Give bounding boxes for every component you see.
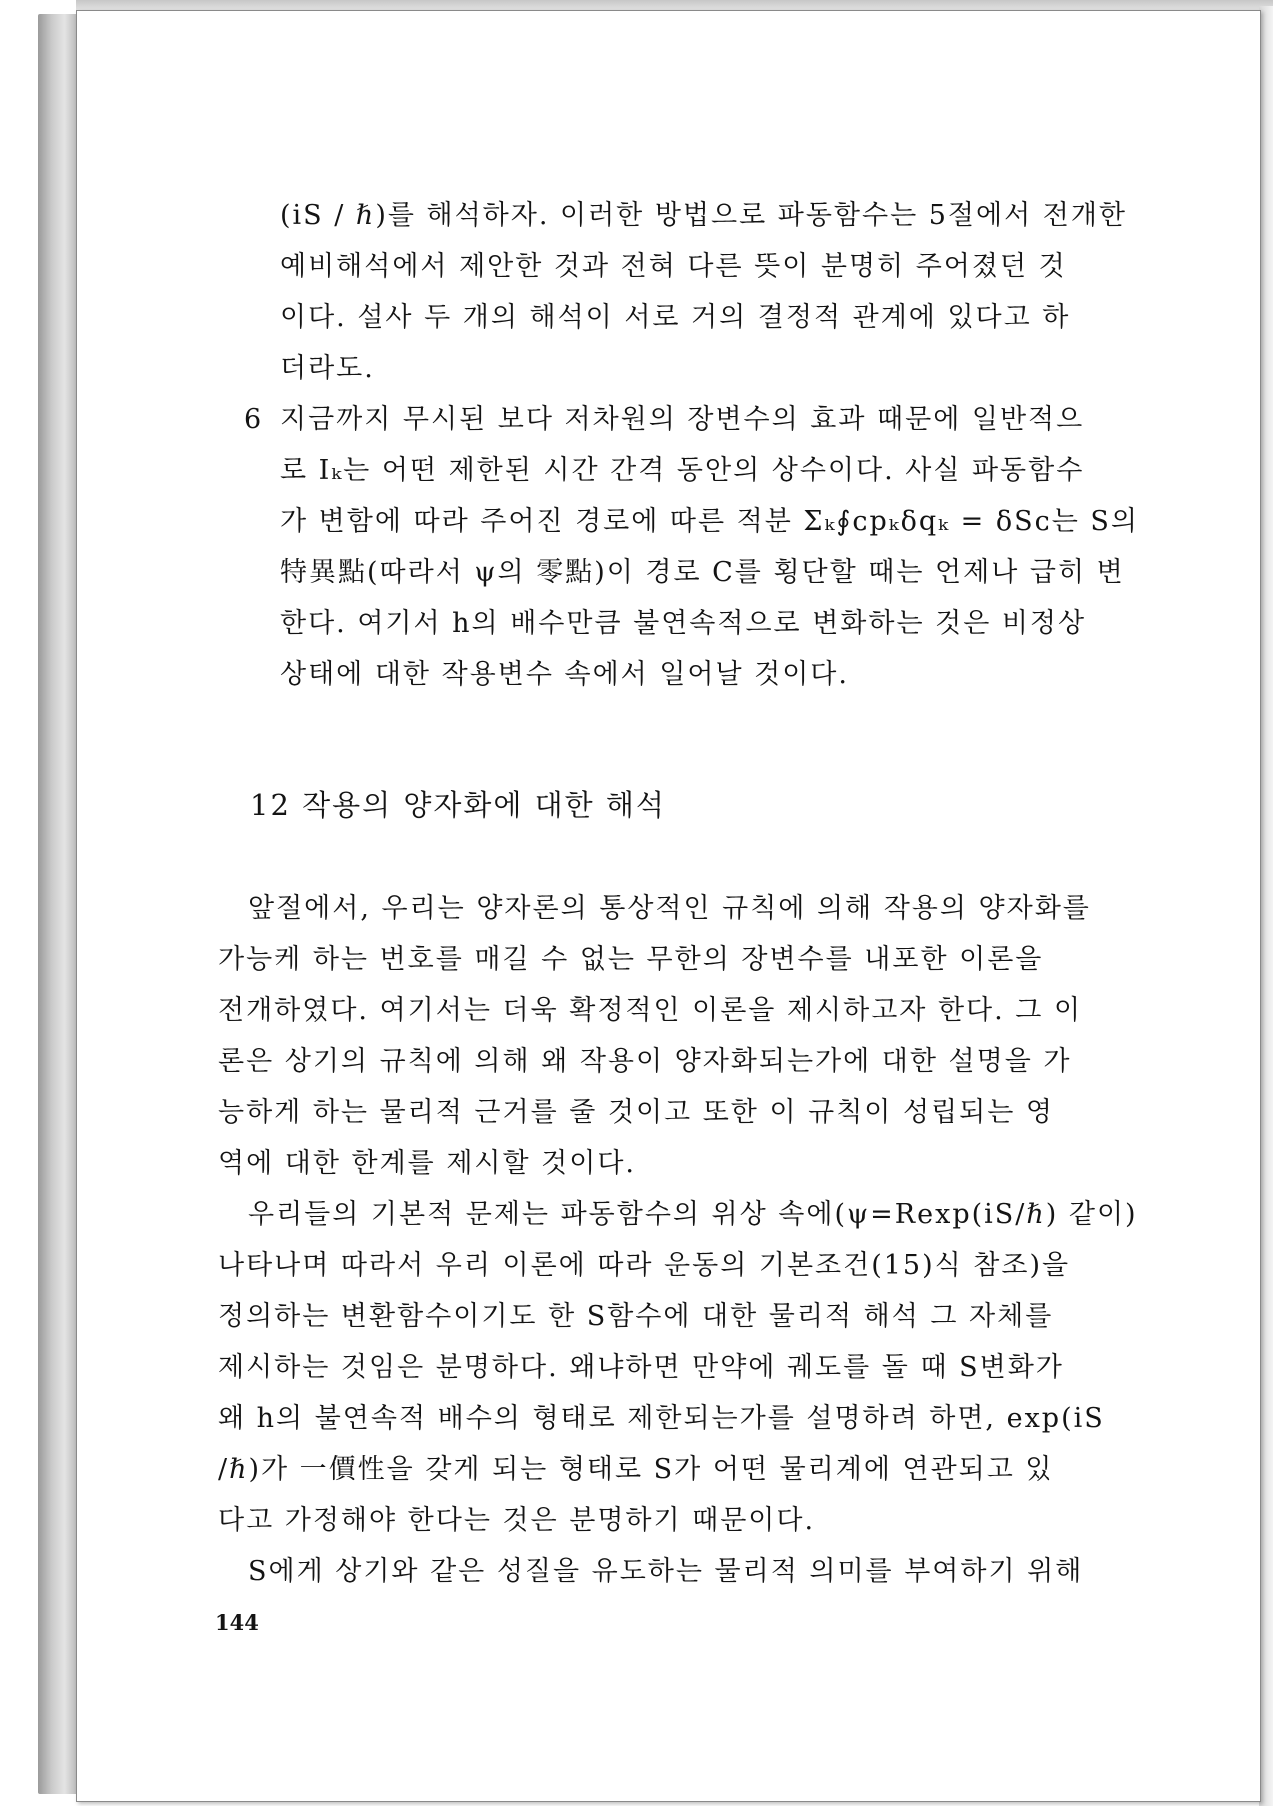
note6-first-line [244,394,1120,445]
page-stack-edge [1259,6,1273,1806]
note6-line: 한다. 여기서 h의 배수만큼 불연속적으로 변화하는 것은 비정상 [280,608,1087,639]
book-spine [38,14,76,1794]
notes-block [244,190,1139,700]
section-heading: 12 작용의 양자화에 대한 해석 [250,788,666,822]
note6-line: 特異點(따라서 ψ의 零點)이 경로 C를 횡단할 때는 언제나 급히 변 [280,557,1125,588]
note6-line: 로 Iₖ는 어떤 제한된 시간 간격 동안의 상수이다. 사실 파동함수 [280,455,1085,486]
paragraph-line: 제시하는 것임은 분명하다. 왜냐하면 만약에 궤도를 돌 때 S변화가 [218,1352,1064,1383]
paragraph-line: 왜 h의 불연속적 배수의 형태로 제한되는가를 설명하려 하면, exp(iS [218,1403,1105,1434]
paragraph-line: 우리들의 기본적 문제는 파동함수의 위상 속에(ψ=Rexp(iS/ℏ) 같이) [248,1199,1138,1230]
paragraph-line: S에게 상기와 같은 성질을 유도하는 물리적 의미를 부여하기 위해 [248,1556,1084,1587]
paragraph-line: 전개하였다. 여기서는 더욱 확정적인 이론을 제시하고자 한다. 그 이 [218,995,1083,1026]
note-number: 6 [244,404,264,435]
note-line: (iS / ℏ)를 해석하자. 이러한 방법으로 파동함수는 5절에서 전개한 [280,200,1127,231]
body-text [218,883,1138,1597]
paragraph-line: 정의하는 변환함수이기도 한 S함수에 대한 물리적 해석 그 자체를 [218,1301,1054,1332]
note6-line: 상태에 대한 작용변수 속에서 일어날 것이다. [280,659,849,690]
paragraph-line: 다고 가정해야 한다는 것은 분명하기 때문이다. [218,1505,816,1536]
paragraph-line: /ℏ)가 一價性을 갖게 되는 형태로 S가 어떤 물리계에 연관되고 있 [218,1454,1054,1485]
page-number: 144 [215,1610,259,1635]
paragraph-line: 앞절에서, 우리는 양자론의 통상적인 규칙에 의해 작용의 양자화를 [248,893,1091,924]
note6-line: 지금까지 무시된 보다 저차원의 장변수의 효과 때문에 일반적으 [280,404,1085,435]
note6-line: 가 변함에 따라 주어진 경로에 따른 적분 Σₖ∮ᴄpₖδqₖ = δSᴄ는 S의 [280,506,1139,537]
note-line: 이다. 설사 두 개의 해석이 서로 거의 결정적 관계에 있다고 하 [280,302,1071,333]
note-line: 예비해석에서 제안한 것과 전혀 다른 뜻이 분명히 주어졌던 것 [280,251,1067,282]
paragraph-line: 가능케 하는 번호를 매길 수 없는 무한의 장변수를 내포한 이론을 [218,944,1044,975]
note-line: 더라도. [280,353,375,384]
paragraph-line: 론은 상기의 규칙에 의해 왜 작용이 양자화되는가에 대한 설명을 가 [218,1046,1072,1077]
paragraph-line: 능하게 하는 물리적 근거를 줄 것이고 또한 이 규칙이 성립되는 영 [218,1097,1054,1128]
paragraph-line: 역에 대한 한계를 제시할 것이다. [218,1148,636,1179]
paragraph-line: 나타나며 따라서 우리 이론에 따라 운동의 기본조건(15)식 참조)을 [218,1250,1071,1281]
